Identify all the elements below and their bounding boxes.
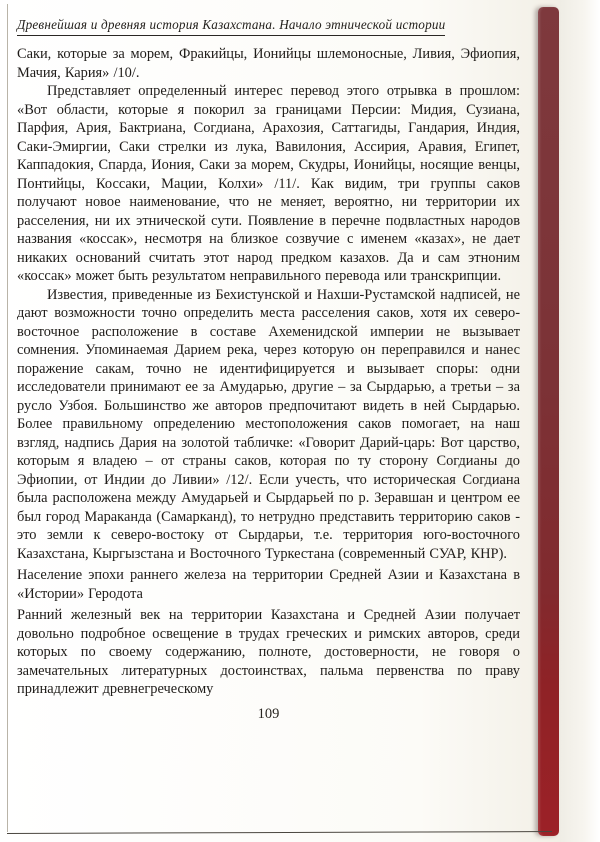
page-body — [17, 45, 520, 699]
paragraph: Население эпохи раннего железа на территории Средней Азии и Казахстана в «Истории» Геродота — [17, 567, 520, 602]
book-spine — [538, 7, 559, 836]
paragraph: Саки, которые за морем, Фракийцы, Ионийцы шлемоносные, Ливия, Эфиопия, Мачия, Кария» /10/. — [17, 46, 520, 81]
paragraph: Ранний железный век на территории Казахстана и Средней Азии получает довольно подробное освещение в трудах греческих и римских авторов, среди которых по своему содержанию, полноте, достоверности, не говоря о замечательных литературных достоинствах, пальма первенства по праву принадлежит древнегреческому — [17, 607, 520, 697]
page-number: 109 — [257, 705, 280, 722]
page-content — [17, 16, 520, 723]
paragraph: Представляет определенный интерес перевод этого отрывка в прошлом: «Вот области, которые я покорил за границами Персии: Мидия, Сузиана, Парфия, Ария, Бактриана, Согдиана, Арахозия, Саттагиды, Гандария, Индия, Саки-Эмиргии, Саки стрелки из лука, Вавилония, Ассирия, Аравия, Египет, Каппадокия, Спарда, Иония, Саки за морем, Скудры, Ионийцы, носящие венцы, Понтийцы, Коссаки, Мации, Колхи» /11/. Как видим, три группы саков получают новое наименование, что не меняет, вероятно, ни территории их расселения, ни их этнической сути. Появление в перечне подвластных народов названия «коссак», несмотря на близкое созвучие с именем «казах», не дает никаких оснований считать этот народ предком казахов. Да и сам этноним «коссак» может быть результатом неправильного перевода или транскрипции. — [17, 83, 520, 284]
scan-right-margin — [560, 0, 600, 842]
scan-edge-left — [7, 4, 8, 832]
paragraph: Известия, приведенные из Бехистунской и Нахши-Рустамской надписей, не дают возможности точно определить места расселения саков, хотя их северо-восточное расположение в составе Ахеменидской империи не вызывает сомнения. Упоминаемая Дарием река, через которую он переправился и нанес поражение сакам, точно не идентифицируется и вызывает споры: одни исследователи принимают ее за Амударью, другие – за Сырдарью, а третьи – за русло Узбоя. Большинство же авторов предпочитают видеть в ней Сырдарью. Более правильному определению местоположения саков помогает, на наш взгляд, надпись Дария на золотой табличке: «Говорит Дарий-царь: Вот царство, которым я владею – от страны саков, которая по ту сторону Согдианы до Эфиопии, от Индии до Ливии» /12/. Если учесть, что историческая Согдиана была расположена между Амударьей и Сырдарьей по р. Зеравшан и центром ее был город Мараканда (Самарканд), то нетрудно представить территорию саков - это земли к северо-востоку от Сырдарьи, т.е. территория юго-восточного Казахстана, Кыргызстана и Восточного Туркестана (современный СУАР, КНР). — [17, 286, 520, 562]
running-header: Древнейшая и древняя история Казахстана. Начало этнической истории — [17, 17, 445, 36]
